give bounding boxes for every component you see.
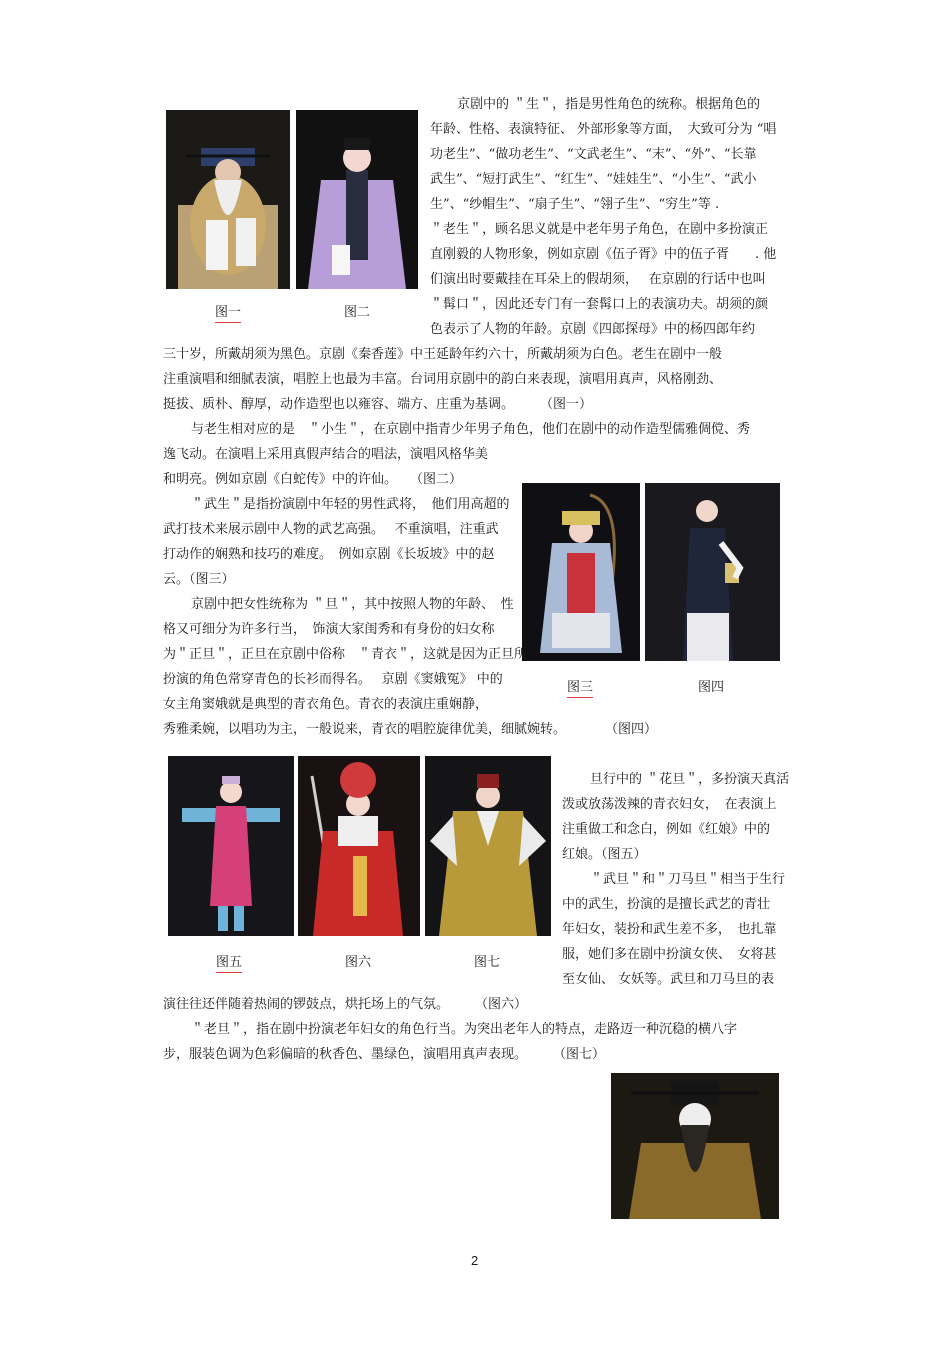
text-line: 色表示了人物的年龄。京剧《四郎探母》中的杨四郎年约	[430, 322, 756, 337]
page-number: 2	[471, 1253, 479, 1268]
text-line: 三十岁，所戴胡须为黑色。京剧《秦香莲》中王延龄年约六十，所戴胡须为白色。老生在剧中一般	[163, 347, 723, 362]
photo-laosheng	[166, 110, 290, 289]
text-line: 秀雅柔婉，以唱功为主，一般说来，青衣的唱腔旋律优美，细腻婉转。 （图四）	[163, 722, 658, 737]
caption-fig7: 图七	[474, 955, 501, 970]
text-line: 打动作的娴熟和技巧的难度。 例如京剧《长坂坡》中的赵	[163, 547, 495, 562]
text-line: 与老生相对应的是 ＂小生＂，在京剧中指青少年男子角色，他们在剧中的动作造型儒雅倜傥、秀	[191, 422, 751, 437]
text-line: 云。（图三）	[163, 572, 235, 587]
text-line: ＂老生＂，顾名思义就是中老年男子角色，在剧中多扮演正	[430, 222, 769, 237]
text-line: 们演出时要戴挂在耳朵上的假胡须， 在京剧的行话中也叫	[430, 272, 766, 287]
text-line: 至女仙、 女妖等。武旦和刀马旦的表	[562, 972, 775, 987]
text-line: 武生”、“短打武生”、“红生”、“娃娃生”、“小生”、“武小	[430, 172, 757, 187]
text-line: 服，她们多在剧中扮演女侠、 女将甚	[562, 947, 777, 962]
text-line: ＂老旦＂，指在剧中扮演老年妇女的角色行当。为突出老年人的特点，走路迈一种沉稳的横八字	[191, 1022, 738, 1037]
text-line: 为＂正旦＂，正旦在京剧中俗称 ＂青衣＂，这就是因为正旦所	[163, 647, 528, 662]
text-line: 演往往还伴随着热闹的锣鼓点，烘托场上的气氛。 （图六）	[163, 997, 528, 1012]
text-line: ＂武生＂是指扮演剧中年轻的男性武将， 他们用高超的	[191, 497, 510, 512]
text-line: 和明亮。例如京剧《白蛇传》中的许仙。 （图二）	[163, 472, 463, 487]
photo-bottom	[611, 1073, 779, 1219]
text-line: 京剧中把女性统称为 ＂旦＂，其中按照人物的年龄、 性	[191, 597, 514, 612]
photo-laodan	[425, 756, 551, 936]
text-line: ＂髯口＂，因此还专门有一套髯口上的表演功夫。胡须的颜	[430, 297, 769, 312]
caption-fig5: 图五	[216, 955, 242, 973]
caption-fig3: 图三	[567, 680, 593, 698]
photo-huadan	[168, 756, 294, 936]
text-line: ＂武旦＂和＂刀马旦＂相当于生行	[590, 872, 786, 887]
text-line: 逸飞动。在演唱上采用真假声结合的唱法，演唱风格华美	[163, 447, 489, 462]
caption-fig2: 图二	[344, 305, 371, 320]
text-line: 功老生”、“做功老生”、“文武老生”、“末”、“外”、“长靠	[430, 147, 757, 162]
text-line: 直刚毅的人物形象，例如京剧《伍子胥》中的伍子胥 . 他	[430, 247, 777, 262]
text-line: 格又可细分为许多行当， 饰演大家闺秀和有身份的妇女称	[163, 622, 495, 637]
photo-qingyi	[645, 483, 780, 661]
text-line: 注重做工和念白，例如《红娘》中的	[562, 822, 771, 837]
text-line: 生”、“纱帽生”、“扇子生”、“翎子生”、“穷生”等 .	[430, 197, 720, 212]
caption-fig4: 图四	[698, 680, 725, 695]
text-line: 京剧中的 ＂生＂，指是男性角色的统称。根据角色的	[457, 97, 761, 112]
text-line: 中的武生，扮演的是擅长武艺的青壮	[562, 897, 771, 912]
photo-wudan	[298, 756, 420, 936]
text-line: 武打技术来展示剧中人物的武艺高强。 不重演唱，注重武	[163, 522, 499, 537]
text-line: 女主角窦娥就是典型的青衣角色。青衣的表演庄重娴静，	[163, 697, 489, 712]
text-line: 年妇女，装扮和武生差不多， 也扎靠	[562, 922, 777, 937]
caption-fig1: 图一	[215, 305, 241, 323]
text-line: 挺拔、质朴、醇厚，动作造型也以雍容、端方、庄重为基调。 （图一）	[163, 397, 593, 412]
text-line: 旦行中的 ＂花旦＂，多扮演天真活	[590, 772, 790, 787]
text-line: 步，服装色调为色彩偏暗的秋香色、墨绿色，演唱用真声表现。 （图七）	[163, 1047, 606, 1062]
photo-xiaosheng	[296, 110, 418, 289]
text-line: 年龄、性格、表演特征、 外部形象等方面， 大致可分为 “唱	[430, 122, 777, 137]
caption-fig6: 图六	[345, 955, 372, 970]
text-line: 红娘。（图五）	[562, 847, 647, 862]
text-line: 扮演的角色常穿青色的长衫而得名。 京剧《窦娥冤》 中的	[163, 672, 503, 687]
photo-wusheng	[522, 483, 640, 661]
text-line: 注重演唱和细腻表演，唱腔上也最为丰富。台词用京剧中的韵白来表现，演唱用真声，风格刚劲、	[163, 372, 723, 387]
text-line: 泼或放荡泼辣的青衣妇女， 在表演上	[562, 797, 777, 812]
